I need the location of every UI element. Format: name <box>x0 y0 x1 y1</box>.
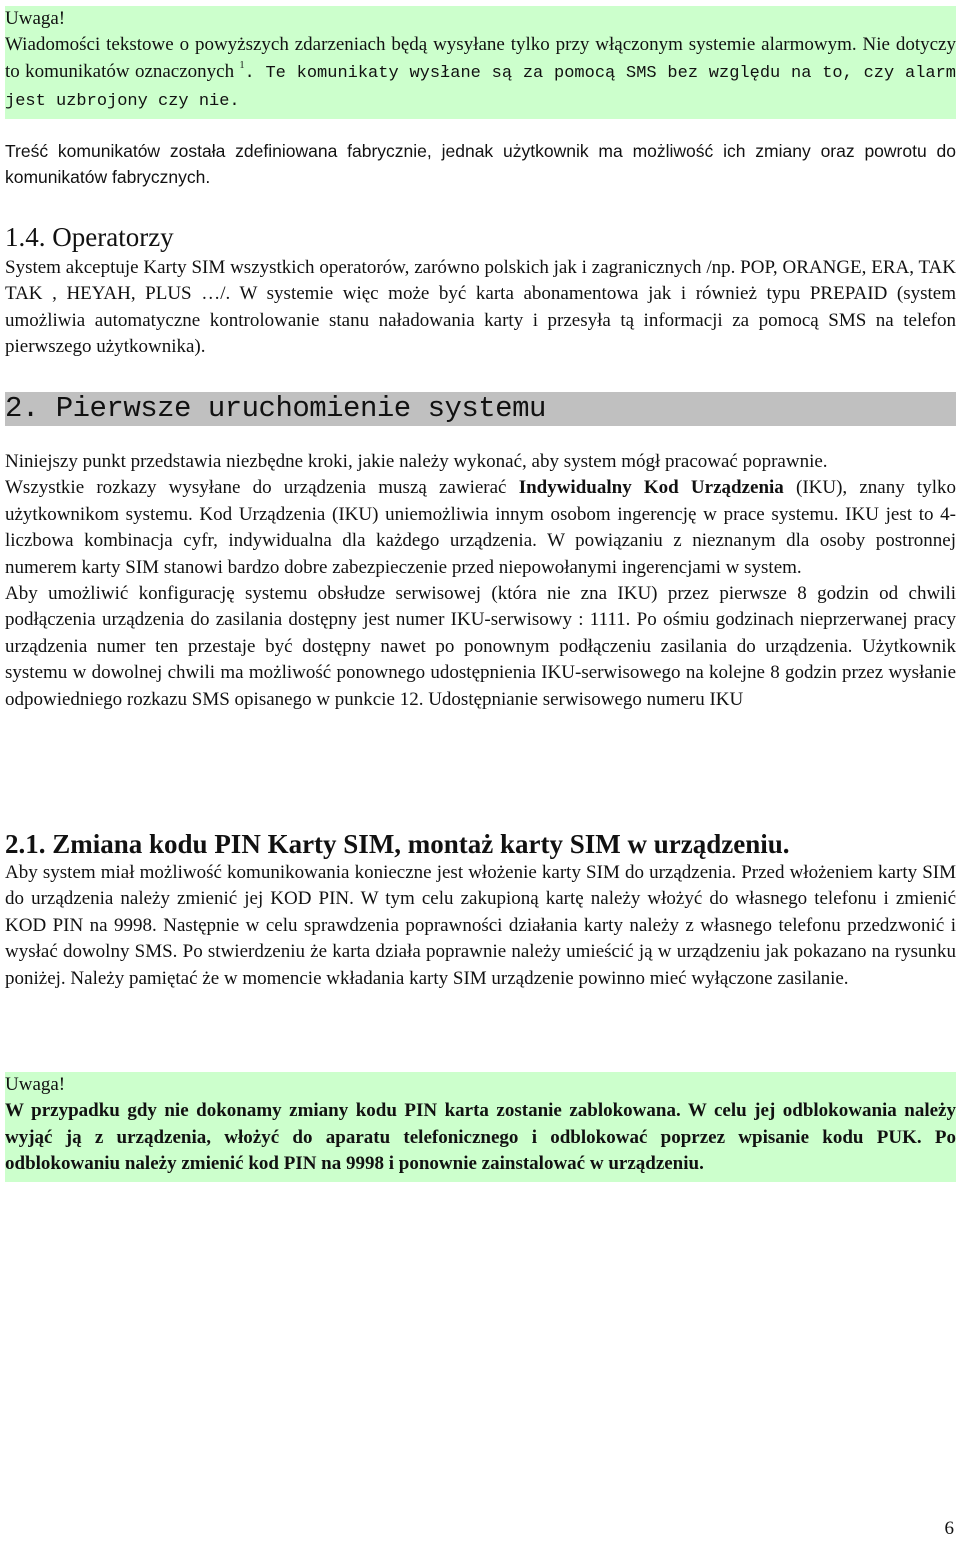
section-2-para-2 <box>5 475 956 581</box>
iku-term: Indywidualny Kod Urządzenia <box>518 477 784 499</box>
intro-paragraph-block <box>5 138 956 191</box>
footnote-marker: 1 <box>239 59 245 71</box>
warning-text <box>5 32 956 115</box>
warning-2-heading: Uwaga! <box>5 1074 66 1095</box>
section-heading-pin-change: 2.1. Zmiana kodu PIN Karty SIM, montaż karty SIM w urządzeniu. <box>5 829 790 859</box>
warning-2-text: W przypadku gdy nie dokonamy zmiany kodu PIN karta zostanie zablokowana. W celu jej odblokowania należy wyjąć ją z urządzenia, włożyć do aparatu telefonicznego i odblokować poprzez wpisanie kodu PUK. Po odblokowaniu należy zmienić kod PIN na 9998 i ponownie zainstalować w urządzeniu. <box>5 1100 956 1175</box>
section-2-1 <box>5 828 956 992</box>
operators-paragraph: System akceptuje Karty SIM wszystkich operatorów, zarówno polskich jak i zagranicznych /np. POP, ORANGE, ERA, TAK TAK , HEYAH, PLUS …/. W systemie więc może być karta abonamentowa jak i również typu PREPAID (system umożliwia automatyczne kontrolowanie stanu naładowania karty i przesyła tą informacji za pomocą SMS na telefon pierwszego użytkownika). <box>5 257 956 358</box>
para-2-rest: (IKU), znany tylko użytkownikom systemu. Kod Urządzenia (IKU) uniemożliwia innym osobom ingerencję w prace systemu. IKU jest to 4-liczbowa kombinacja cyfr, indywidualna dla każdego urządzenia. W powiązaniu z nieznanym dla osoby postronnej numerem karty SIM stanowi bardzo dobre zabezpieczenie przed niepowołanymi ingerencjami w system. <box>5 477 956 578</box>
section-heading-first-startup: 2. Pierwsze uruchomienie systemu <box>5 392 956 426</box>
section-heading-operators: 1.4. Operatorzy <box>5 222 174 252</box>
page-number: 6 <box>944 1518 954 1539</box>
intro-paragraph: Treść komunikatów została zdefiniowana fabrycznie, jednak użytkownik ma możliwość ich zmiany oraz powrotu do komunikatów fabrycznych. <box>5 141 956 188</box>
warning-box-1 <box>5 6 956 119</box>
warning-heading: Uwaga! <box>5 8 66 29</box>
section-1-4 <box>5 221 956 361</box>
section-2-body <box>5 449 956 713</box>
para-2-intro: Wszystkie rozkazy wysyłane do urządzenia muszą zawierać <box>5 477 519 499</box>
pin-change-paragraph: Aby system miał możliwość komunikowania konieczne jest włożenie karty SIM do urządzenia. Przed włożeniem karty SIM do urządzenia należy zmienić jej KOD PIN. W tym celu zakupioną kartę należy włożyć do własnego telefonu i zmienić KOD PIN na 9998. Następnie w celu sprawdzenia poprawności działania karty należy z własnego telefonu przedzwonić i wysłać dowolny SMS. Po stwierdzeniu że karta działa poprawnie należy umieścić ją w urządzeniu jak pokazano na rysunku poniżej. Należy pamiętać że w momencie wkładania karty SIM urządzenie powinno mieć wyłączone zasilanie. <box>5 862 956 989</box>
warning-text-line1: Wiadomości tekstowe o powyższych zdarzeniach będą wysyłane tylko przy włączonym systemie alarmowym. Nie dotyczy to komunikatów oznaczonych <box>5 34 956 82</box>
section-2-para-1: Niniejszy punkt przedstawia niezbędne kroki, jakie należy wykonać, aby system mógł pracować poprawnie. <box>5 451 828 472</box>
section-2-para-3: Aby umożliwić konfigurację systemu obsłudze serwisowej (która nie zna IKU) przez pierwsze 8 godzin od chwili podłączenia urządzenia do zasilania dostępny jest numer IKU-serwisowy : 1111. Po ośmiu godzinach nieprzerwanej pracy urządzenia numer ten przestaje być dostępny nawet po ponownym podłączeniu zasilania do urządzenia. Użytkownik systemu w dowolnej chwili ma możliwość ponownego udostępnienia IKU-serwisowego na kolejne 8 godzin przez wysłanie odpowiedniego rozkazu SMS opisanego w punkcie 12. Udostępnianie serwisowego numeru IKU <box>5 583 956 710</box>
warning-box-2 <box>5 1072 956 1182</box>
warning-text-line2: . Te komunikaty wysłane są za pomocą SMS bez względu na to, czy alarm jest uzbrojony czy nie. <box>5 63 956 112</box>
